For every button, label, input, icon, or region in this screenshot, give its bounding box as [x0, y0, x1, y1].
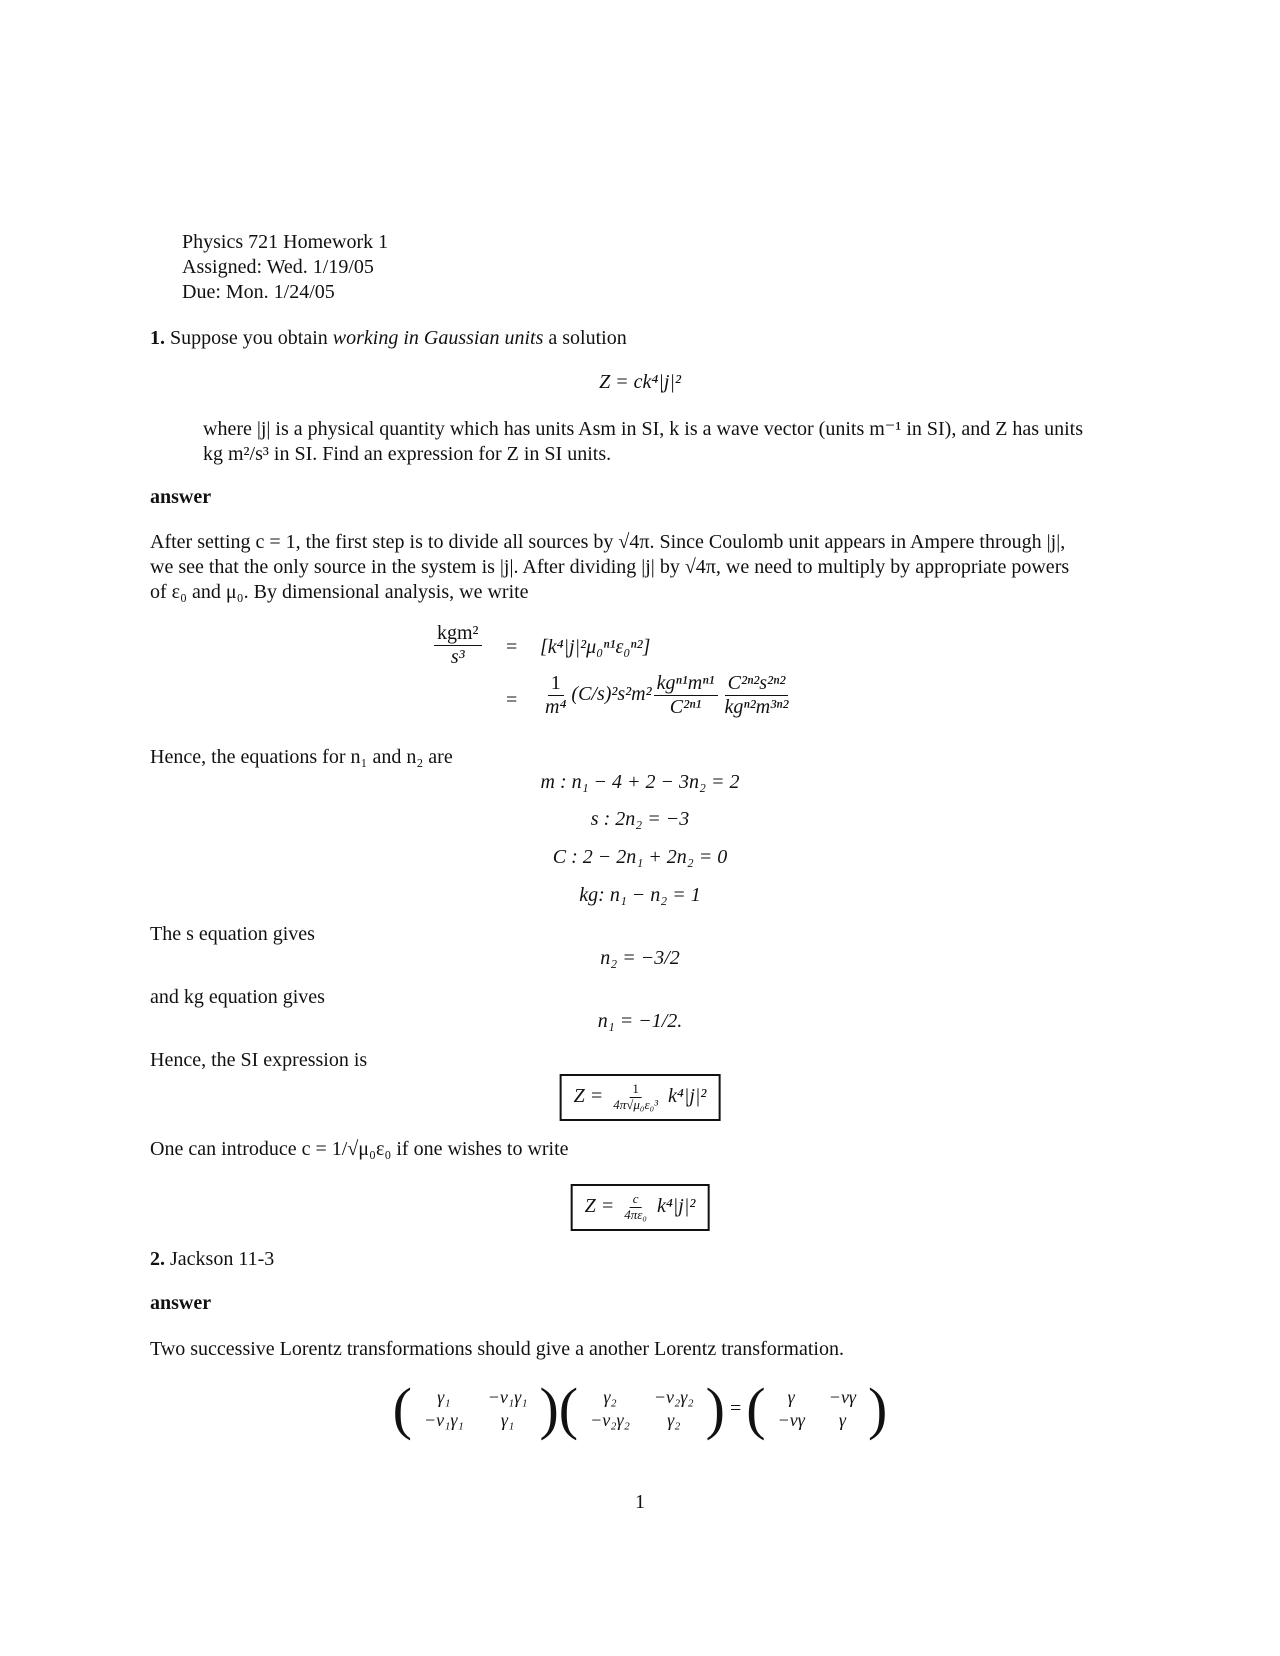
boxed-1-numerator: 1 — [629, 1082, 642, 1098]
boxed-1-denominator: 4π√μ₀ε₀³ — [613, 1096, 658, 1112]
matrix-3-cell: −vγ — [777, 1410, 805, 1430]
introduce-c-text: One can introduce c = 1/√μ₀ε₀ if one wishes to write — [150, 1138, 569, 1160]
matrix-3-cell: γ — [838, 1410, 846, 1430]
boxed-result-1 — [560, 1074, 721, 1121]
dim-eq2-c-denominator: kgⁿ²m³ⁿ² — [724, 696, 789, 718]
matrix-1-cell: γ₁ — [437, 1387, 451, 1407]
dim-equals-2: = — [506, 689, 518, 711]
dim-eq2-b-denominator: C²ⁿ¹ — [669, 696, 702, 718]
matrix-3 — [766, 1386, 868, 1432]
si-expression-text: Hence, the SI expression is — [150, 1049, 368, 1071]
boxed-2-rhs: k⁴|j|² — [656, 1195, 696, 1218]
problem-1-answer-label: answer — [150, 486, 212, 508]
lorentz-matrix-equation: ( γ₁ −v₁γ₁ −v₁γ₁ γ₁ )( γ₂ −v₂γ₂ −v₂γ₂ γ₂ ) = ( γ −vγ −vγ γ ) — [392, 1376, 888, 1441]
n1-result: n₁ = −1/2. — [597, 1010, 683, 1032]
dim-eq2-a-denominator: m⁴ — [545, 696, 567, 718]
n2-result: n₂ = −3/2 — [600, 947, 680, 969]
boxed-1-rhs: k⁴|j|² — [667, 1085, 707, 1108]
dim-lhs-numerator: kgm² — [434, 622, 482, 646]
boxed-2-numerator: c — [630, 1192, 642, 1208]
equation-kg: kg: n₁ − n₂ = 1 — [579, 884, 701, 906]
problem-2-title: Jackson 11-3 — [170, 1248, 275, 1270]
matrix-2-cell: γ₂ — [603, 1387, 617, 1407]
s-equation-gives: The s equation gives — [150, 923, 315, 945]
matrix-2 — [578, 1386, 706, 1432]
matrix-equals: = — [729, 1397, 742, 1420]
problem-1-equation: Z = ck⁴|j|² — [599, 371, 681, 393]
kg-equation-gives: and kg equation gives — [150, 986, 325, 1008]
boxed-1-lhs: Z = — [573, 1085, 604, 1108]
matrix-3-cell: −vγ — [828, 1387, 857, 1407]
header-title: Physics 721 Homework 1 — [182, 231, 389, 253]
matrix-2-cell: −v₂γ₂ — [590, 1410, 630, 1430]
problem-2-statement — [150, 1247, 274, 1272]
problem-1-desc-line-1: where |j| is a physical quantity which has units Asm in SI, k is a wave vector (units m⁻¹ in SI), and Z has units — [203, 418, 1083, 440]
header-due: Due: Mon. 1/24/05 — [182, 281, 335, 303]
problem-1-statement — [150, 326, 627, 351]
equation-c: C : 2 − 2n₁ + 2n₂ = 0 — [552, 846, 728, 868]
matrix-1 — [412, 1386, 540, 1432]
dim-lhs — [432, 622, 484, 669]
equation-s: s : 2n₂ = −3 — [590, 808, 690, 830]
dim-lhs-denominator: s³ — [450, 646, 465, 668]
boxed-2-denominator: 4πε₀ — [624, 1206, 647, 1222]
problem-1-text-after: a solution — [548, 327, 627, 349]
page-number: 1 — [635, 1491, 645, 1513]
dim-equals-1: = — [506, 636, 518, 658]
answer-paragraph-line-3: of ε₀ and μ₀. By dimensional analysis, we write — [150, 581, 529, 603]
dim-eq2-c-numerator: C²ⁿ²s²ⁿ² — [725, 672, 789, 696]
boxed-2-lhs: Z = — [584, 1195, 615, 1218]
matrix-1-cell: γ₁ — [500, 1410, 515, 1430]
header-assigned: Assigned: Wed. 1/19/05 — [182, 256, 374, 278]
matrix-2-cell: γ₂ — [667, 1410, 681, 1430]
matrix-3-cell: γ — [787, 1387, 795, 1407]
problem-1-text-before: Suppose you obtain — [170, 327, 328, 349]
problem-1-desc-line-2: kg m²/s³ in SI. Find an expression for Z in SI units. — [203, 443, 612, 465]
problem-2-answer-label: answer — [150, 1292, 212, 1314]
problem-1-text-italic: working in Gaussian units — [332, 327, 544, 349]
problem-1-number: 1. — [150, 327, 165, 349]
dim-eq2-a-numerator: 1 — [548, 672, 564, 696]
answer-paragraph-line-2: we see that the only source in the system is |j|. After dividing |j| by √4π, we need to multiply by appropriate powers — [150, 556, 1070, 578]
dim-equation-1: [k⁴|j|²μ₀ⁿ¹ε₀ⁿ²] — [540, 636, 651, 658]
dim-equation-2 — [540, 672, 793, 719]
dim-eq2-b-numerator: kgⁿ¹mⁿ¹ — [654, 672, 718, 696]
dim-eq2-middle: (C/s)²s²m² — [571, 683, 652, 706]
matrix-2-cell: −v₂γ₂ — [653, 1387, 694, 1407]
matrix-1-cell: −v₁γ₁ — [487, 1387, 528, 1407]
problem-2-answer-text: Two successive Lorentz transformations should give a another Lorentz transformation. — [150, 1338, 844, 1360]
problem-2-number: 2. — [150, 1248, 165, 1270]
boxed-result-2 — [571, 1184, 710, 1231]
answer-paragraph-line-1: After setting c = 1, the first step is to divide all sources by √4π. Since Coulomb unit appears in Ampere through |j|, — [150, 531, 1066, 553]
hence-equations-text: Hence, the equations for n₁ and n₂ are — [150, 746, 453, 768]
equation-m: m : n₁ − 4 + 2 − 3n₂ = 2 — [540, 771, 740, 793]
matrix-1-cell: −v₁γ₁ — [423, 1410, 464, 1430]
